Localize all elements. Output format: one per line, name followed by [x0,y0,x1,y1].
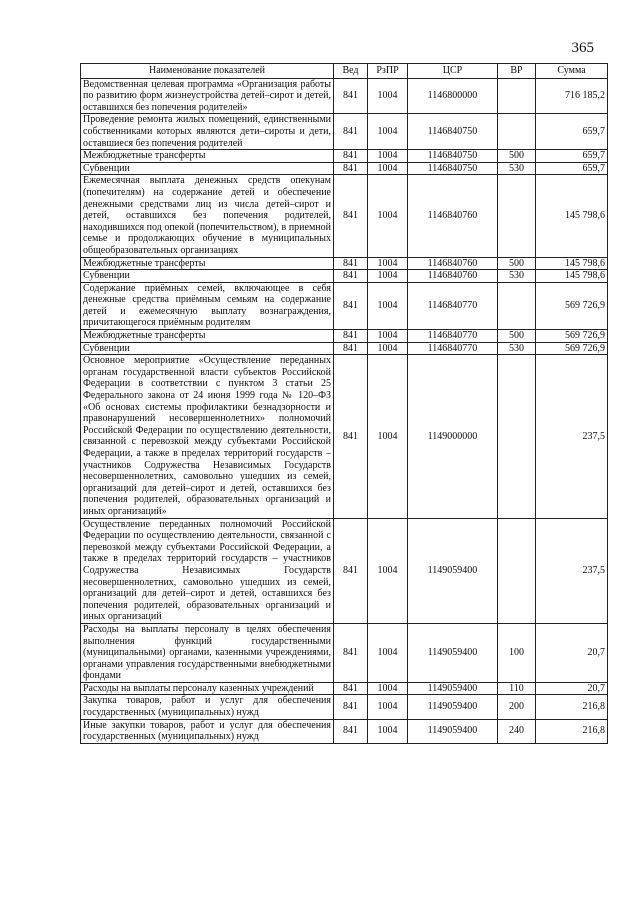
table-row [81,682,608,695]
cell-rzpr: 1004 [368,257,408,270]
cell-csr: 1146840760 [408,270,498,283]
cell-csr: 1149059400 [408,695,498,719]
cell-ved: 841 [334,330,368,343]
page-number: 365 [571,40,594,56]
cell-name: Межбюджетные трансферты [81,330,334,343]
cell-ved: 841 [334,257,368,270]
cell-csr: 1149059400 [408,719,498,743]
cell-sum: 20,7 [536,623,608,682]
cell-csr: 1149059400 [408,518,498,623]
cell-ved: 841 [334,282,368,329]
table-header-row [81,64,608,79]
cell-name: Субвенции [81,270,334,283]
cell-name: Ведомственная целевая программа «Организация работы по развитию форм жизнеустройства детей–сирот и детей, оставшихся без попечения родителей» [81,78,334,114]
table-row [81,162,608,175]
cell-rzpr: 1004 [368,682,408,695]
cell-ved: 841 [334,355,368,518]
cell-rzpr: 1004 [368,162,408,175]
column-header-name: Наименование показателей [81,64,334,79]
cell-sum: 569 726,9 [536,330,608,343]
cell-rzpr: 1004 [368,355,408,518]
table-row [81,355,608,518]
table-body [81,78,608,743]
cell-name: Закупка товаров, работ и услуг для обеспечения государственных (муниципальных) нужд [81,695,334,719]
cell-ved: 841 [334,162,368,175]
cell-rzpr: 1004 [368,114,408,150]
cell-sum: 237,5 [536,518,608,623]
cell-name: Расходы на выплаты персоналу в целях обеспечения выполнения функций государственными (муниципальными) органами, казенными учреждениями, органами управления государственными внебюджетными фондами [81,623,334,682]
cell-rzpr: 1004 [368,623,408,682]
cell-csr: 1146840750 [408,162,498,175]
cell-rzpr: 1004 [368,342,408,355]
table-row [81,78,608,114]
table-row [81,282,608,329]
cell-rzpr: 1004 [368,150,408,163]
cell-sum: 145 798,6 [536,270,608,283]
cell-sum: 145 798,6 [536,257,608,270]
cell-vr: 530 [498,162,536,175]
cell-vr [498,282,536,329]
table-row [81,150,608,163]
table-row [81,175,608,257]
cell-sum: 716 185,2 [536,78,608,114]
cell-rzpr: 1004 [368,719,408,743]
cell-name: Иные закупки товаров, работ и услуг для обеспечения государственных (муниципальных) нужд [81,719,334,743]
cell-ved: 841 [334,342,368,355]
table-row [81,257,608,270]
cell-ved: 841 [334,695,368,719]
cell-rzpr: 1004 [368,175,408,257]
cell-sum: 659,7 [536,162,608,175]
cell-ved: 841 [334,270,368,283]
cell-sum: 145 798,6 [536,175,608,257]
cell-vr: 100 [498,623,536,682]
cell-sum: 20,7 [536,682,608,695]
cell-vr: 500 [498,150,536,163]
cell-vr [498,114,536,150]
cell-vr [498,78,536,114]
column-header-sum: Сумма [536,64,608,79]
cell-name: Содержание приёмных семей, включающее в себя денежные средства приёмным семьям на содержание детей и ежемесячную выплату вознаграждения, причитающегося приёмным родителям [81,282,334,329]
cell-vr [498,355,536,518]
cell-csr: 1149059400 [408,682,498,695]
cell-csr: 1146840770 [408,342,498,355]
table-row [81,330,608,343]
cell-csr: 1149059400 [408,623,498,682]
cell-ved: 841 [334,623,368,682]
cell-ved: 841 [334,114,368,150]
table-row [81,270,608,283]
cell-ved: 841 [334,719,368,743]
cell-csr: 1146840760 [408,257,498,270]
cell-csr: 1146840770 [408,330,498,343]
column-header-rzpr: РзПР [368,64,408,79]
table-row [81,518,608,623]
cell-name: Расходы на выплаты персоналу казенных учреждений [81,682,334,695]
budget-table [80,63,608,744]
cell-csr: 1146840760 [408,175,498,257]
cell-ved: 841 [334,78,368,114]
cell-vr: 530 [498,270,536,283]
cell-sum: 569 726,9 [536,342,608,355]
cell-vr: 530 [498,342,536,355]
cell-ved: 841 [334,518,368,623]
cell-name: Межбюджетные трансферты [81,150,334,163]
cell-vr [498,175,536,257]
column-header-vr: ВР [498,64,536,79]
cell-vr: 200 [498,695,536,719]
cell-sum: 569 726,9 [536,282,608,329]
column-header-ved: Вед [334,64,368,79]
table-row [81,623,608,682]
cell-csr: 1146840750 [408,114,498,150]
cell-ved: 841 [334,175,368,257]
cell-name: Проведение ремонта жилых помещений, единственными собственниками которых являются дети–сироты и дети, оставшиеся без попечения родителей [81,114,334,150]
cell-rzpr: 1004 [368,282,408,329]
cell-vr: 500 [498,330,536,343]
cell-rzpr: 1004 [368,270,408,283]
cell-sum: 216,8 [536,695,608,719]
cell-sum: 659,7 [536,150,608,163]
cell-name: Межбюджетные трансферты [81,257,334,270]
cell-vr [498,518,536,623]
cell-rzpr: 1004 [368,695,408,719]
cell-sum: 237,5 [536,355,608,518]
table-row [81,114,608,150]
cell-ved: 841 [334,682,368,695]
cell-name: Ежемесячная выплата денежных средств опекунам (попечителям) на содержание детей и обеспечение денежными средствами лиц из числа детей–сирот и детей, оставшихся без попечения родителей, находившихся под опекой (попечительством), в приемной семье и продолжающих обучение в муниципальных общеобразовательных организациях [81,175,334,257]
cell-csr: 1149000000 [408,355,498,518]
cell-sum: 216,8 [536,719,608,743]
cell-rzpr: 1004 [368,330,408,343]
column-header-csr: ЦСР [408,64,498,79]
cell-csr: 1146840750 [408,150,498,163]
cell-name: Основное мероприятие «Осуществление переданных органам государственной власти субъектов Российской Федерации в соответствии с пунктом 3 статьи 25 Федерального закона от 24 июня 1999 года № 120–ФЗ «Об основах системы профилактики безнадзорности и правонарушений несовершеннолетних» полномочий Российской Федерации по осуществлению деятельности, связанной с перевозкой между субъектами Российской Федерации, а также в пределах территорий государств – участников Содружества Независимых Государств несовершеннолетних, самовольно ушедших из семей, организаций для детей–сирот и детей, оставшихся без попечения родителей, образовательных организаций и иных организаций» [81,355,334,518]
table-row [81,719,608,743]
cell-rzpr: 1004 [368,78,408,114]
cell-name: Субвенции [81,342,334,355]
table-row [81,342,608,355]
cell-csr: 1146800000 [408,78,498,114]
cell-csr: 1146840770 [408,282,498,329]
cell-name: Осуществление переданных полномочий Российской Федерации по осуществлению деятельности, связанной с перевозкой между субъектами Российской Федерации, а также в пределах территорий государств – участников Содружества Независимых Государств несовершеннолетних, самовольно ушедших из семей, организаций для детей–сирот и детей, оставшихся без попечения родителей, образовательных организаций и иных организаций [81,518,334,623]
cell-sum: 659,7 [536,114,608,150]
table-row [81,695,608,719]
cell-rzpr: 1004 [368,518,408,623]
cell-vr: 500 [498,257,536,270]
cell-ved: 841 [334,150,368,163]
cell-vr: 240 [498,719,536,743]
cell-vr: 110 [498,682,536,695]
cell-name: Субвенции [81,162,334,175]
